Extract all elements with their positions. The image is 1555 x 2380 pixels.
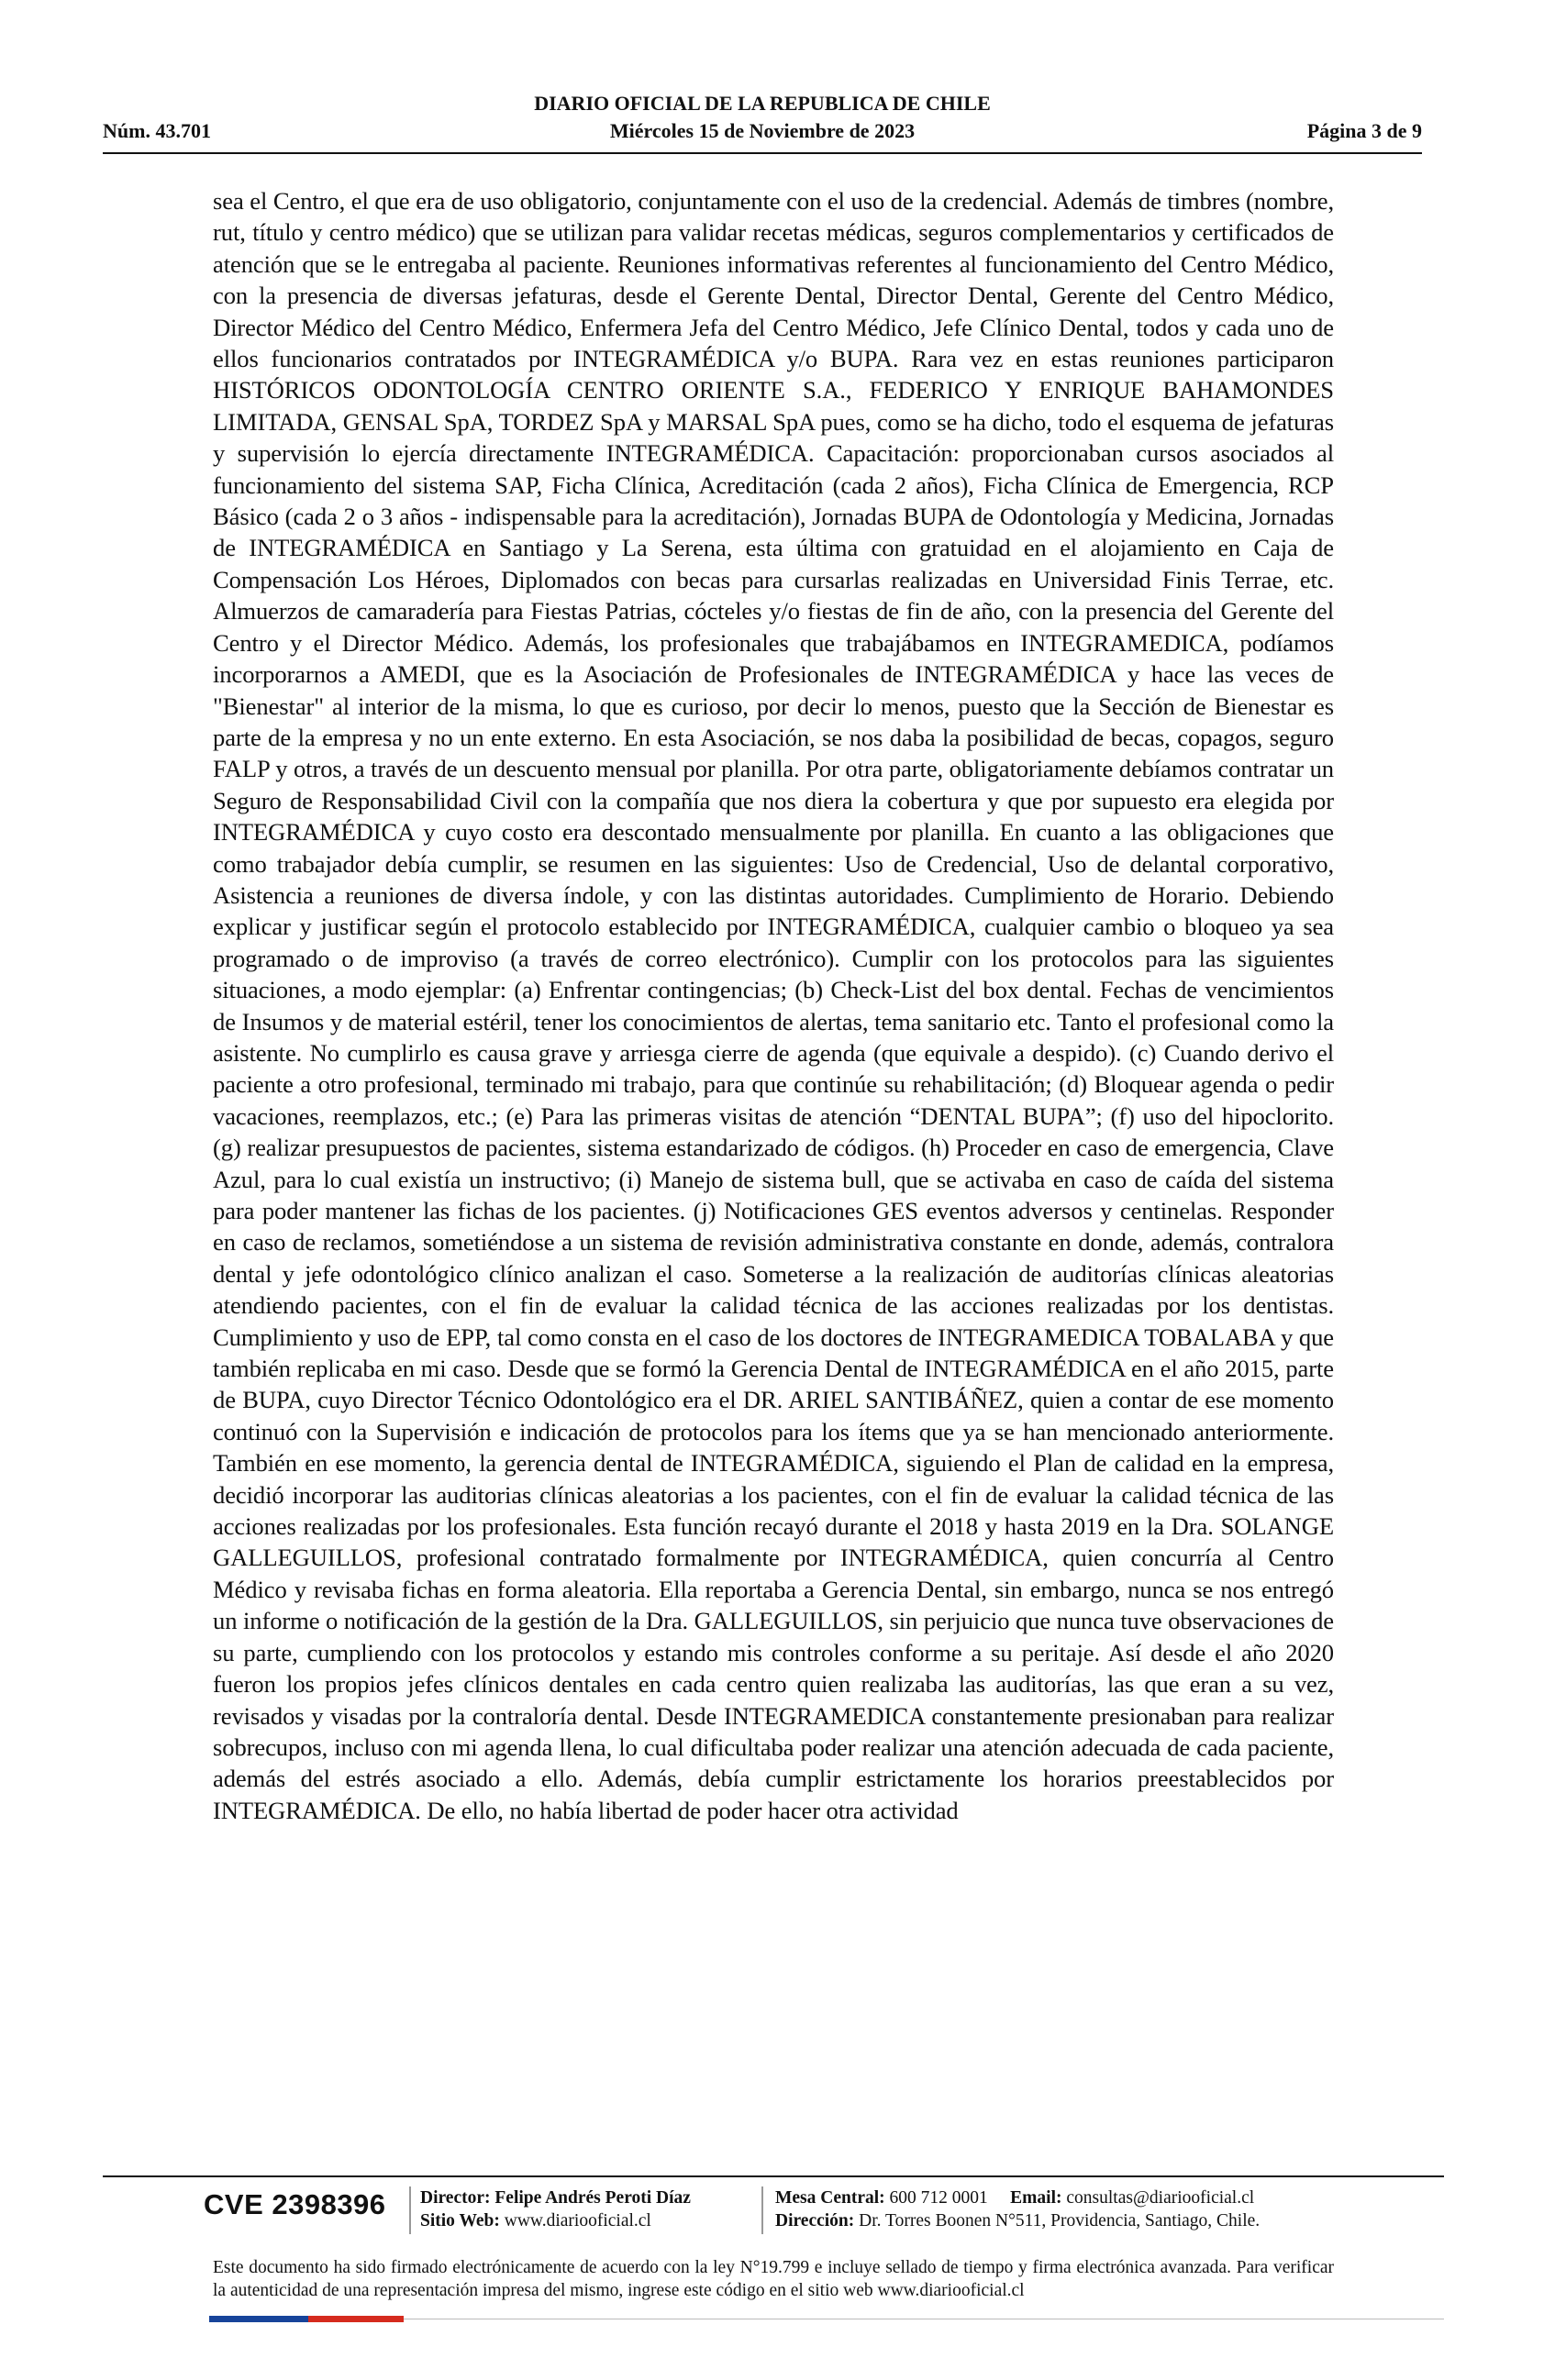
flag-red-bar xyxy=(308,2316,404,2322)
body-paragraph: sea el Centro, el que era de uso obligatorio, conjuntamente con el uso de la credencial. Además de timbres (nombre, rut, título y centro médico) que se utilizan para validar recetas médicas, seguros complementarios y certificados de atención que se le entregaba al paciente. Reuniones informativas referentes al funcionamiento del Centro Médico, con la presencia de diversas jefaturas, desde el Gerente Dental, Director Dental, Gerente del Centro Médico, Director Médico del Centro Médico, Enfermera Jefa del Centro Médico, Jefe Clínico Dental, todos y cada uno de ellos funcionarios contratados por INTEGRAMÉDICA y/o BUPA. Rara vez en estas reuniones participaron HISTÓRICOS ODONTOLOGÍA CENTRO ORIENTE S.A., FEDERICO Y ENRIQUE BAHAMONDES LIMITADA, GENSAL SpA, TORDEZ SpA y MARSAL SpA pues, como se ha dicho, todo el esquema de jefaturas y supervisión lo ejercía directamente INTEGRAMÉDICA. Capacitación: proporcionaban cursos asociados al funcionamiento del sistema SAP, Ficha Clínica, Acreditación (cada 2 años), Ficha Clínica de Emergencia, RCP Básico (cada 2 o 3 años - indispensable para la acreditación), Jornadas BUPA de Odontología y Medicina, Jornadas de INTEGRAMÉDICA en Santiago y La Serena, esta última con gratuidad en el alojamiento en Caja de Compensación Los Héroes, Diplomados con becas para cursarlas realizadas en Universidad Finis Terrae, etc. Almuerzos de camaradería para Fiestas Patrias, cócteles y/o fiestas de fin de año, con la presencia del Gerente del Centro y el Director Médico. Además, los profesionales que trabajábamos en INTEGRAMEDICA, podíamos incorporarnos a AMEDI, que es la Asociación de Profesionales de INTEGRAMÉDICA y hace las veces de "Bienestar" al interior de la misma, lo que es curioso, por decir lo menos, puesto que la Sección de Bienestar es parte de la empresa y no un ente externo. En esta Asociación, se nos daba la posibilidad de becas, copagos, seguro FALP y otros, a través de un descuento mensual por planilla. Por otra parte, obligatoriamente debíamos contratar un Seguro de Responsabilidad Civil con la compañía que nos diera la cobertura y que por supuesto era elegida por INTEGRAMÉDICA y cuyo costo era descontado mensualmente por planilla. En cuanto a las obligaciones que como trabajador debía cumplir, se resumen en las siguientes: Uso de Credencial, Uso de delantal corporativo, Asistencia a reuniones de diversa índole, y con las distintas autoridades. Cumplimiento de Horario. Debiendo explicar y justificar según el protocolo establecido por INTEGRAMÉDICA, cualquier cambio o bloqueo ya sea programado o de improviso (a través de correo electrónico). Cumplir con los protocolos para las siguientes situaciones, a modo ejemplar: (a) Enfrentar contingencias; (b) Check-List del box dental. Fechas de vencimientos de Insumos y de material estéril, tener los conocimientos de alertas, tema sanitario etc. Tanto el profesional como la asistente. No cumplirlo es causa grave y arriesga cierre de agenda (que equivale a despido). (c) Cuando derivo el paciente a otro profesional, terminado mi trabajo, para que continúe su rehabilitación; (d) Bloquear agenda o pedir vacaciones, reemplazos, etc.; (e) Para las primeras visitas de atención “DENTAL BUPA”; (f) uso del hipoclorito. (g) realizar presupuestos de pacientes, sistema estandarizado de códigos. (h) Proceder en caso de emergencia, Clave Azul, para lo cual existía un instructivo; (i) Manejo de sistema bull, que se activaba en caso de caída del sistema para poder mantener las fichas de los pacientes. (j) Notificaciones GES eventos adversos y centinelas. Responder en caso de reclamos, sometiéndose a un sistema de revisión administrativa constante en donde, además, contralora dental y jefe odontológico clínico analizan el caso. Someterse a la realización de auditorías clínicas aleatorias atendiendo pacientes, con el fin de evaluar la calidad técnica de las acciones realizadas por los dentistas. Cumplimiento y uso de EPP, tal como consta en el caso de los doctores de INTEGRAMEDICA TOBALABA y que también replicaba en mi caso. Desde que se formó la Gerencia Dental de INTEGRAMÉDICA en el año 2015, parte de BUPA, cuyo Director Técnico Odontológico era el DR. ARIEL SANTIBÁÑEZ, quien a contar de ese momento continuó con la Supervisión e indicación de protocolos para los ítems que ya se han mencionado anteriormente. También en ese momento, la gerencia dental de INTEGRAMÉDICA, siguiendo el Plan de calidad en la empresa, decidió incorporar las auditorias clínicas aleatorias a los pacientes, con el fin de evaluar la calidad técnica de las acciones realizadas por los profesionales. Esta función recayó durante el 2018 y hasta 2019 en la Dra. SOLANGE GALLEGUILLOS, profesional contratado formalmente por INTEGRAMÉDICA, quien concurría al Centro Médico y revisaba fichas en forma aleatoria. Ella reportaba a Gerencia Dental, sin embargo, nunca se nos entregó un informe o notificación de la gestión de la Dra. GALLEGUILLOS, sin perjuicio que nunca tuve observaciones de su parte, cumpliendo con los protocolos y estando mis controles conforme a su peritaje. Así desde el año 2020 fueron los propios jefes clínicos dentales en cada centro quien realizaba las auditorías, las que eran a su vez, revisados y visadas por la contraloría dental. Desde INTEGRAMEDICA constantemente presionaban para realizar sobrecupos, incluso con mi agenda llena, lo cual dificultaba poder realizar una atención adecuada de cada paciente, además del estrés asociado a ello. Además, debía cumplir estrictamente los horarios preestablecidos por INTEGRAMÉDICA. De ello, no había libertad de poder hacer otra actividad xyxy=(213,187,1334,1824)
publication-date: Miércoles 15 de Noviembre de 2023 xyxy=(609,119,916,142)
footer-director-block xyxy=(420,2186,691,2232)
flag-blue-bar xyxy=(209,2316,308,2322)
website-label: Sitio Web: xyxy=(420,2211,500,2231)
header-divider xyxy=(103,152,1422,154)
page-number: Página 3 de 9 xyxy=(1306,119,1422,142)
address-value: Dr. Torres Boonen N°511, Providencia, Santiago, Chile. xyxy=(859,2211,1261,2231)
signature-notice: Este documento ha sido firmado electrónicamente de acuerdo con la ley N°19.799 e incluye sellado de tiempo y firma electrónica avanzada. Para verificar la autenticidad de una representación impresa del mismo, ingrese este código en el sitio web www.diariooficial.cl xyxy=(213,2258,1334,2300)
phone-label: Mesa Central: xyxy=(775,2188,885,2208)
footer-separator xyxy=(761,2186,763,2234)
issue-number: Núm. 43.701 xyxy=(103,119,211,142)
email-link[interactable]: consultas@diariooficial.cl xyxy=(1066,2188,1255,2208)
page-header xyxy=(103,90,1422,147)
footer-contact-block xyxy=(775,2186,1260,2232)
director-label: Director: xyxy=(420,2188,491,2208)
footer-divider xyxy=(103,2175,1444,2177)
phone-number: 600 712 0001 xyxy=(889,2188,988,2208)
address-label: Dirección: xyxy=(775,2211,855,2231)
cve-code: CVE 2398396 xyxy=(204,2188,386,2220)
publication-title: DIARIO OFICIAL DE LA REPUBLICA DE CHILE xyxy=(534,92,991,115)
website-link[interactable]: www.diariooficial.cl xyxy=(504,2211,651,2231)
email-label: Email: xyxy=(1010,2188,1062,2208)
footer-separator xyxy=(409,2186,411,2234)
header-center xyxy=(103,90,1422,145)
director-name: Felipe Andrés Peroti Díaz xyxy=(494,2188,691,2208)
